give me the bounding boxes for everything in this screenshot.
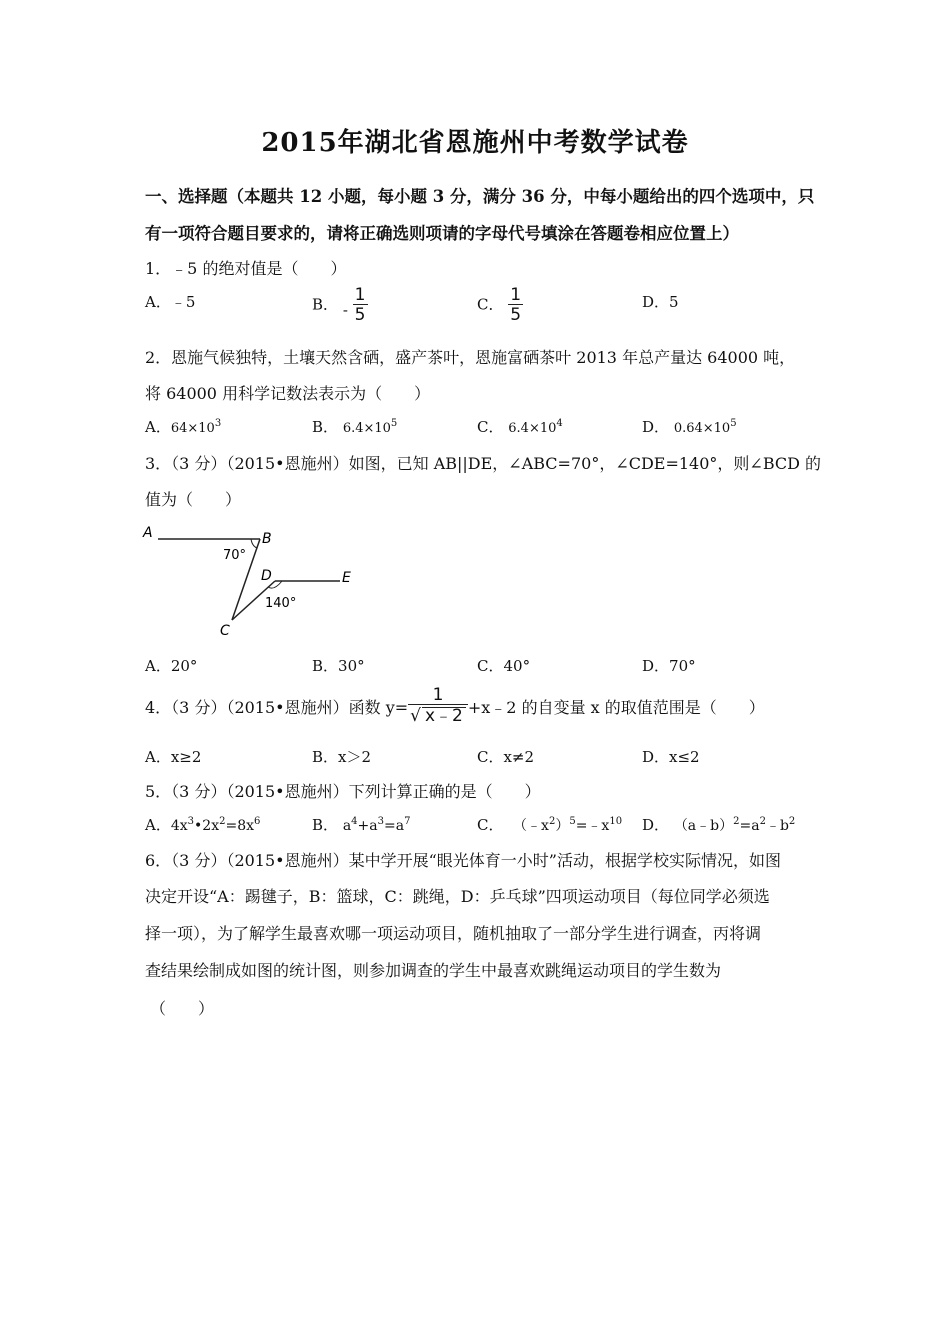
- q2-option-b-base: 6.4×10: [342, 421, 391, 436]
- q2-option-a: [145, 416, 221, 437]
- q2-option-c-base: 6.4×10: [508, 421, 557, 436]
- q2-stem-line2: 将 64000 用科学记数法表示为（ ）: [145, 384, 431, 403]
- q2-option-a-base: 64×10: [170, 421, 215, 436]
- q1-option-b-sign: -: [342, 300, 348, 319]
- q2-option-c-exp: 4: [556, 418, 563, 429]
- fraction-numerator: 1: [408, 687, 468, 705]
- page-title: 2015年湖北省恩施州中考数学试卷: [261, 128, 689, 158]
- angle-label-140: 140°: [265, 596, 297, 611]
- q3-option-a: A．20°: [145, 657, 198, 675]
- q6-stem-line1: 6．（3 分）（2015•恩施州）某中学开展“眼光体育一小时”活动，根据学校实际情况，如图: [145, 851, 781, 870]
- q2-option-a-exp: 3: [214, 418, 222, 429]
- q2-option-d-exp: 5: [730, 418, 737, 429]
- q6-stem-line2: 决定开设“A：踢毽子，B：篮球，C：跳绳，D：乒乓球”四项运动项目（每位同学必须选: [145, 887, 770, 906]
- q3-stem-line2: 值为（ ）: [145, 490, 242, 509]
- q4-option-a: A．x≥2: [145, 748, 202, 766]
- fraction-denominator: 5: [510, 305, 522, 325]
- q1-option-c-label: C．: [477, 295, 504, 314]
- q4-stem-post: +x﹣2 的自变量 x 的取值范围是（ ）: [467, 697, 765, 717]
- fraction-numerator: 1: [354, 285, 366, 305]
- q4-stem-pre: 4．（3 分）（2015•恩施州）函数 y=: [145, 697, 409, 717]
- q6-stem-line4: 查结果绘制成如图的统计图，则参加调查的学生中最喜欢跳绳运动项目的学生数为: [145, 961, 722, 980]
- fraction-denominator: √ x﹣2: [408, 705, 468, 725]
- q5-option-a-label: A．: [145, 816, 171, 834]
- section-heading-line1: 一、选择题（本题共 12 小题，每小题 3 分，满分 36 分，中每小题给出的四个选项中，只: [145, 187, 815, 206]
- q1-option-c: [477, 287, 523, 324]
- q5-option-b-label: B．: [312, 816, 339, 834]
- q4-option-b: B．x＞2: [312, 748, 372, 766]
- q2-option-b: [312, 416, 397, 437]
- q1-option-a: A．﹣5: [145, 293, 196, 311]
- q1-stem: 1．﹣5 的绝对值是（ ）: [145, 259, 347, 278]
- q5-stem: 5．（3 分）（2015•恩施州）下列计算正确的是（ ）: [145, 782, 541, 801]
- fraction-numerator: 1: [510, 285, 522, 305]
- q3-option-d: D．70°: [642, 657, 696, 675]
- q4-option-c: C．x≠2: [477, 748, 535, 766]
- point-label-c: C: [220, 623, 230, 639]
- q2-option-c-label: C．: [477, 418, 504, 436]
- angle-label-70: 70°: [223, 548, 247, 563]
- q2-option-d-base: 0.64×10: [673, 421, 731, 436]
- q2-option-c: [477, 416, 563, 437]
- q5-option-a: A．$4x^3•2x^2=8x^6$: [145, 816, 261, 834]
- q3-option-b: B．30°: [312, 657, 365, 675]
- point-label-b: B: [262, 531, 272, 547]
- q2-stem-line1: 2．恩施气候独特，土壤天然含硒，盛产茶叶，恩施富硒茶叶 2013 年总产量达 64000 吨，: [145, 348, 796, 367]
- fraction-denominator: 5: [354, 305, 366, 325]
- q5-option-d: D． $(a﹣b)^2=a^2﹣b^2$: [642, 816, 796, 834]
- q6-stem-line5: （ ）: [150, 999, 215, 1018]
- point-label-e: E: [342, 570, 351, 586]
- q6-stem-line3: 择一项），为了解学生最喜欢哪一项运动项目，随机抽取了一部分学生进行调查，丙将调: [145, 924, 762, 943]
- q4-stem: [145, 687, 815, 731]
- radicand: x﹣2: [422, 707, 466, 725]
- q2-option-d-label: D．: [642, 418, 670, 436]
- q3-geometry-figure: [140, 520, 370, 640]
- q4-fraction: [408, 687, 468, 725]
- angle-arc-b: [251, 539, 257, 548]
- q5-option-c-label: C．: [477, 816, 504, 834]
- section-heading-line2: 有一项符合题目要求的，请将正确选则项请的字母代号填涂在答题卷相应位置上）: [145, 224, 739, 243]
- q1-option-b-fraction: [353, 287, 368, 324]
- point-label-a: A: [143, 525, 153, 541]
- q2-option-d: [642, 416, 737, 437]
- q5-option-c: C． $(﹣x^2)^5=﹣x^{10}$: [477, 816, 623, 834]
- q4-option-d: D．x≤2: [642, 748, 700, 766]
- q2-option-a-label: A．: [145, 418, 171, 436]
- q3-stem-line1: 3．（3 分）（2015•恩施州）如图，已知 AB||DE，∠ABC=70°，∠CDE=140°，则∠BCD 的: [145, 454, 822, 473]
- q2-option-b-label: B．: [312, 418, 339, 436]
- point-label-d: D: [261, 568, 272, 584]
- q5-option-b: B． $a^4+a^3=a^7$: [312, 816, 411, 834]
- q1-option-d: D．5: [642, 293, 679, 311]
- q1-option-c-fraction: [508, 287, 523, 324]
- q3-option-c: C．40°: [477, 657, 531, 675]
- q1-option-b: [312, 287, 368, 324]
- q2-option-b-exp: 5: [390, 418, 398, 429]
- q5-option-d-label: D．: [642, 816, 670, 834]
- q1-option-b-label: B．: [312, 295, 339, 314]
